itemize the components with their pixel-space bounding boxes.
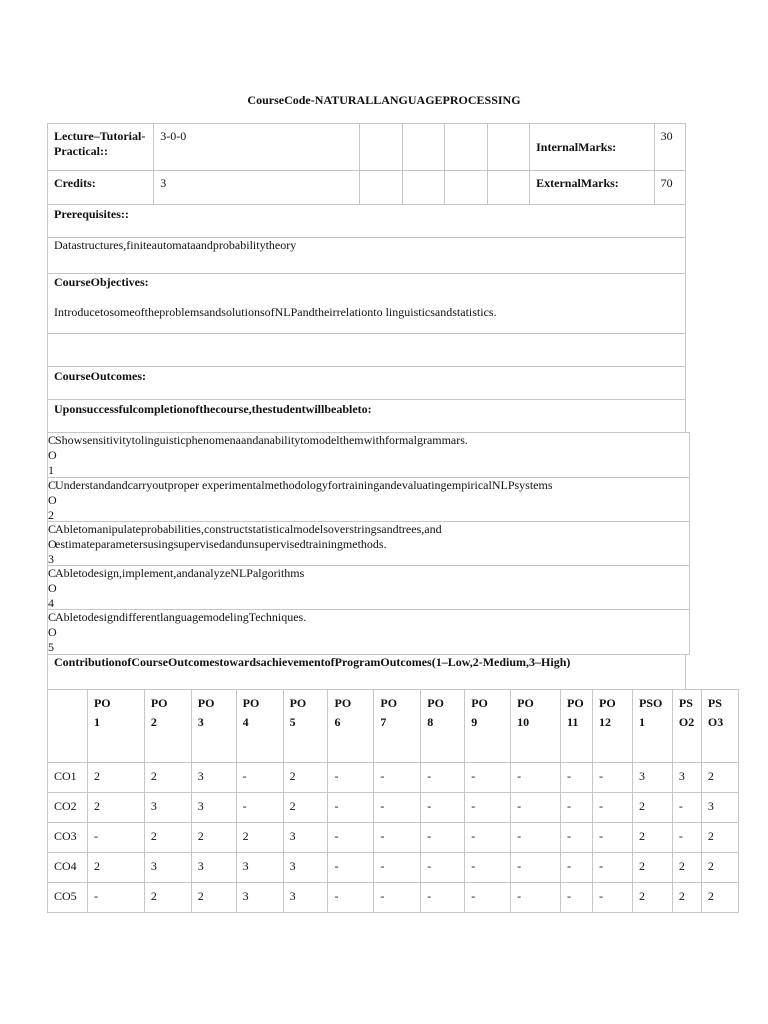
co-text: Showsensitivitytolinguisticphenomenaandanabilitytomodelthemwithformalgrammars. — [55, 433, 468, 447]
mapping-value-cell: - — [672, 823, 701, 853]
mapping-title — [47, 654, 686, 690]
mapping-value-cell: 2 — [87, 793, 144, 823]
mapping-value-cell: 3 — [144, 853, 191, 883]
mapping-value-cell: 3 — [283, 823, 328, 853]
mapping-value-cell: 2 — [632, 823, 672, 853]
co-po-mapping-table — [47, 689, 739, 913]
course-header-table — [47, 123, 686, 205]
course-outcomes-intro-text: Uponsuccessfulcompletionofthecourse,thestudentwillbeableto: — [54, 402, 372, 416]
mapping-value-cell: - — [511, 883, 561, 913]
credits-value: 3 — [154, 171, 360, 205]
mapping-value-cell: - — [87, 823, 144, 853]
mapping-header-cell: PO 5 — [283, 690, 328, 763]
mapping-value-cell: - — [511, 793, 561, 823]
ltp-label: Lecture–Tutorial-Practical:: — [48, 124, 154, 171]
mapping-value-cell: - — [672, 793, 701, 823]
co-label: C O 3 — [48, 522, 57, 566]
mapping-value-cell: - — [593, 793, 633, 823]
mapping-value-cell: - — [374, 763, 421, 793]
prerequisites-text — [47, 237, 686, 274]
table-row — [48, 823, 739, 853]
mapping-value-cell: - — [465, 763, 511, 793]
co-label: C O 1 — [48, 433, 57, 477]
mapping-value-cell: - — [421, 883, 465, 913]
co-label: C O 5 — [48, 610, 57, 654]
mapping-value-cell: - — [593, 763, 633, 793]
mapping-header-cell: PO 9 — [465, 690, 511, 763]
course-objectives — [47, 273, 686, 334]
mapping-value-cell: 3 — [144, 793, 191, 823]
mapping-value-cell: - — [465, 793, 511, 823]
course-objectives-label: CourseObjectives: — [54, 275, 149, 289]
mapping-value-cell: - — [328, 823, 374, 853]
mapping-value-cell: - — [421, 763, 465, 793]
mapping-value-cell: - — [561, 793, 593, 823]
co-label: C O 4 — [48, 566, 57, 610]
mapping-header-cell: PO 1 — [87, 690, 144, 763]
co-cell: CO2 — [48, 793, 88, 823]
mapping-value-cell: - — [593, 853, 633, 883]
table-row — [48, 883, 739, 913]
mapping-header-cell: PS O2 — [672, 690, 701, 763]
page-title: CourseCode-NATURALLANGUAGEPROCESSING — [247, 93, 521, 107]
mapping-value-cell: 2 — [632, 883, 672, 913]
prerequisites-label — [47, 204, 686, 238]
mapping-value-cell: - — [465, 823, 511, 853]
mapping-value-cell: - — [374, 883, 421, 913]
mapping-header-cell: PO 2 — [144, 690, 191, 763]
mapping-value-cell: - — [421, 793, 465, 823]
mapping-value-cell: 2 — [283, 763, 328, 793]
mapping-header-cell: PO 6 — [328, 690, 374, 763]
mapping-value-cell: - — [511, 763, 561, 793]
internal-marks-label: InternalMarks: — [530, 124, 655, 171]
mapping-value-cell: 2 — [701, 853, 738, 883]
mapping-header-cell: PO 12 — [593, 690, 633, 763]
mapping-value-cell: 2 — [701, 763, 738, 793]
ltp-value: 3-0-0 — [154, 124, 360, 171]
mapping-value-cell: 3 — [283, 883, 328, 913]
mapping-value-cell: 2 — [632, 853, 672, 883]
mapping-value-cell: 2 — [87, 763, 144, 793]
mapping-value-cell: 2 — [191, 823, 236, 853]
mapping-value-cell: 3 — [236, 883, 283, 913]
mapping-value-cell: - — [328, 793, 374, 823]
mapping-corner-cell — [48, 690, 88, 763]
mapping-value-cell: - — [465, 853, 511, 883]
mapping-header-cell: PO 3 — [191, 690, 236, 763]
course-outcomes-intro — [47, 399, 686, 433]
mapping-value-cell: - — [561, 823, 593, 853]
mapping-value-cell: 3 — [701, 793, 738, 823]
mapping-value-cell: 2 — [701, 883, 738, 913]
mapping-value-cell: - — [328, 853, 374, 883]
mapping-value-cell: - — [511, 823, 561, 853]
co-cell: CO1 — [48, 763, 88, 793]
mapping-value-cell: 3 — [191, 763, 236, 793]
empty-row — [47, 333, 686, 367]
mapping-value-cell: 3 — [191, 793, 236, 823]
mapping-header-cell: PSO 1 — [632, 690, 672, 763]
mapping-value-cell: - — [374, 823, 421, 853]
mapping-value-cell: - — [374, 853, 421, 883]
mapping-value-cell: 2 — [283, 793, 328, 823]
mapping-value-cell: 2 — [672, 883, 701, 913]
mapping-value-cell: - — [511, 853, 561, 883]
mapping-header-cell: PO 7 — [374, 690, 421, 763]
co-text: AbletodesigndifferentlanguagemodelingTechniques. — [55, 610, 307, 624]
mapping-value-cell: 2 — [144, 883, 191, 913]
co-row-4 — [47, 565, 690, 610]
mapping-value-cell: - — [421, 823, 465, 853]
co-cell: CO3 — [48, 823, 88, 853]
mapping-value-cell: 2 — [144, 763, 191, 793]
mapping-value-cell: - — [374, 793, 421, 823]
course-outcomes-label — [47, 366, 686, 400]
prerequisites-text-value: Datastructures,finiteautomataandprobabilitytheory — [54, 238, 297, 252]
table-row — [48, 763, 739, 793]
mapping-value-cell: 2 — [236, 823, 283, 853]
mapping-header-cell: PO 10 — [511, 690, 561, 763]
course-outcomes-label-text: CourseOutcomes: — [54, 369, 146, 383]
mapping-value-cell: 3 — [632, 763, 672, 793]
co-row-2 — [47, 477, 690, 522]
co-cell: CO4 — [48, 853, 88, 883]
mapping-header-cell: PO 8 — [421, 690, 465, 763]
mapping-value-cell: - — [236, 763, 283, 793]
mapping-value-cell: - — [328, 883, 374, 913]
mapping-value-cell: 3 — [236, 853, 283, 883]
mapping-value-cell: 2 — [632, 793, 672, 823]
co-text: Abletomanipulateprobabilities,constructstatisticalmodelsoverstringsandtrees,and estimateparametersusingsupervisedandunsupervisedtrainingmethods. — [55, 522, 442, 551]
mapping-value-cell: - — [328, 763, 374, 793]
external-marks-label: ExternalMarks: — [530, 171, 655, 205]
co-row-1 — [47, 432, 690, 478]
co-text: Abletodesign,implement,andanalyzeNLPalgorithms — [55, 566, 305, 580]
co-cell: CO5 — [48, 883, 88, 913]
co-row-5 — [47, 609, 690, 655]
mapping-value-cell: 2 — [672, 853, 701, 883]
mapping-value-cell: - — [421, 853, 465, 883]
co-row-3 — [47, 521, 690, 566]
mapping-value-cell: 2 — [144, 823, 191, 853]
mapping-value-cell: - — [87, 883, 144, 913]
table-row — [48, 853, 739, 883]
prerequisites-label-text: Prerequisites:: — [54, 207, 129, 221]
mapping-header-cell: PO 4 — [236, 690, 283, 763]
mapping-value-cell: - — [236, 793, 283, 823]
mapping-value-cell: 3 — [191, 853, 236, 883]
internal-marks-value: 30 — [654, 124, 685, 171]
mapping-title-text: ContributionofCourseOutcomestowardsachievementofProgramOutcomes(1–Low,2-Medium,3–High) — [54, 655, 571, 669]
mapping-value-cell: 2 — [701, 823, 738, 853]
mapping-value-cell: 3 — [283, 853, 328, 883]
mapping-value-cell: - — [465, 883, 511, 913]
mapping-value-cell: - — [561, 883, 593, 913]
mapping-value-cell: - — [593, 823, 633, 853]
external-marks-value: 70 — [654, 171, 685, 205]
mapping-value-cell: - — [561, 853, 593, 883]
mapping-header-cell: PO 11 — [561, 690, 593, 763]
mapping-value-cell: - — [561, 763, 593, 793]
credits-label: Credits: — [48, 171, 154, 205]
co-label: C O 2 — [48, 478, 57, 522]
co-text: Understandandcarryoutproper experimentalmethodologyfortrainingandevaluatingempiricalNLPsystems — [55, 478, 553, 492]
mapping-value-cell: 2 — [87, 853, 144, 883]
table-row — [48, 793, 739, 823]
mapping-value-cell: 2 — [191, 883, 236, 913]
course-objectives-text: IntroducetosomeoftheproblemsandsolutionsofNLPandtheirrelationto linguisticsandstatistics. — [54, 305, 497, 319]
mapping-value-cell: - — [593, 883, 633, 913]
mapping-header-cell: PS O3 — [701, 690, 738, 763]
mapping-value-cell: 3 — [672, 763, 701, 793]
